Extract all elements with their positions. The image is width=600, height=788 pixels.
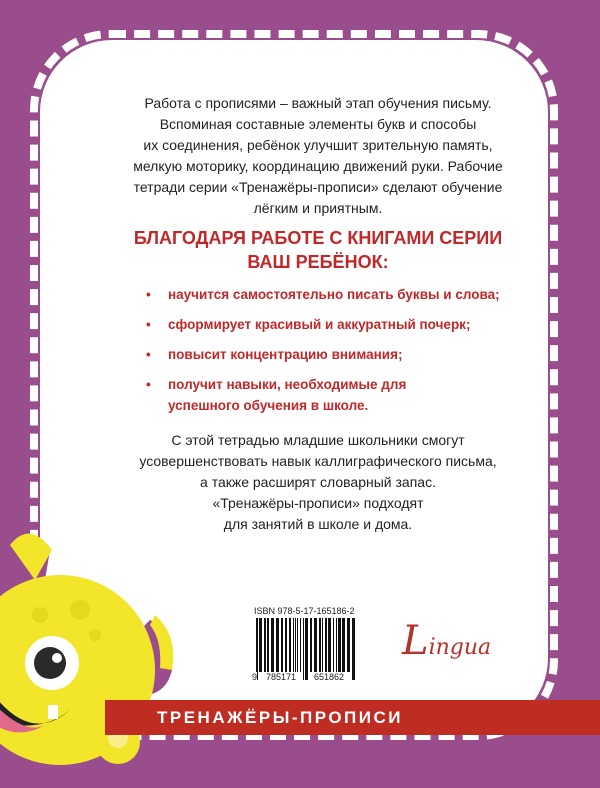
barcode-bar (325, 618, 327, 672)
barcode-bar (285, 618, 287, 672)
intro-line: Работа с прописями – важный этап обучения письму. (144, 95, 492, 111)
barcode-bar (259, 618, 262, 672)
barcode-digits-left: 785171 (266, 672, 297, 682)
barcode-bar (322, 618, 323, 672)
outro-line: «Тренажёры-прописи» подходят (212, 495, 424, 511)
outro-line: для занятий в школе и дома. (223, 516, 413, 532)
barcode-bar (293, 618, 294, 672)
barcode-bar (314, 618, 317, 672)
barcode-bar (271, 618, 274, 672)
isbn-text: ISBN 978-5-17-165186-2 (254, 606, 355, 616)
barcode-bar (276, 618, 279, 672)
barcode-bar (328, 618, 331, 672)
benefits-heading (60, 226, 576, 274)
barcode-bar (333, 618, 334, 672)
list-item: • научится самостоятельно писать буквы и слова; (146, 284, 500, 305)
barcode-bar (338, 618, 341, 672)
series-banner (105, 700, 600, 735)
barcode-bar (319, 618, 321, 672)
heading-line: БЛАГОДАРЯ РАБОТЕ С КНИГАМИ СЕРИИ (133, 228, 503, 248)
intro-paragraph (60, 93, 576, 219)
series-title: ТРЕНАЖЁРЫ-ПРОПИСИ (157, 708, 403, 727)
barcode-bar (295, 618, 296, 672)
barcode-bar (342, 618, 345, 672)
barcode-bar (267, 618, 269, 672)
intro-line: тетради серии «Тренажёры-прописи» сделают обучение (133, 179, 503, 195)
barcode-bar (347, 618, 350, 672)
barcode-bar (303, 618, 304, 680)
barcode-bar (352, 618, 355, 680)
barcode-bar (305, 618, 308, 680)
barcode-digit: 9 (252, 672, 258, 682)
publisher-logo: Lingua (402, 618, 492, 664)
outro-line: усовершенствовать навык каллиграфического письма, (139, 453, 497, 469)
barcode (256, 618, 356, 680)
outro-line: С этой тетрадью младшие школьники смогут (171, 432, 465, 448)
barcode-bar (289, 618, 291, 672)
barcode-bar (297, 618, 298, 672)
monster-illustration (0, 520, 200, 788)
list-item: • сформирует красивый и аккуратный почерк; (146, 314, 500, 335)
benefits-list (146, 284, 500, 425)
heading-line: ВАШ РЕБЁНОК: (247, 252, 389, 272)
list-item: • получит навыки, необходимые для успешного обучения в школе. (146, 374, 468, 416)
barcode-digits-right: 651862 (314, 672, 345, 682)
barcode-bar (336, 618, 337, 672)
list-item: • повысит концентрацию внимания; (146, 344, 500, 365)
barcode-bar (310, 618, 312, 672)
intro-line: лёгким и приятным. (253, 200, 383, 216)
barcode-bar (281, 618, 283, 672)
intro-line: мелкую моторику, координацию движений руки. Рабочие (133, 158, 503, 174)
intro-line: их соединения, ребёнок улучшит зрительную память, (143, 137, 493, 153)
barcode-bar (264, 618, 266, 672)
intro-line: Вспоминая составные элементы букв и способы (159, 116, 477, 132)
barcode-bar (256, 618, 258, 680)
barcode-bar (300, 618, 301, 672)
outro-line: а также расширят словарный запас. (200, 474, 436, 490)
